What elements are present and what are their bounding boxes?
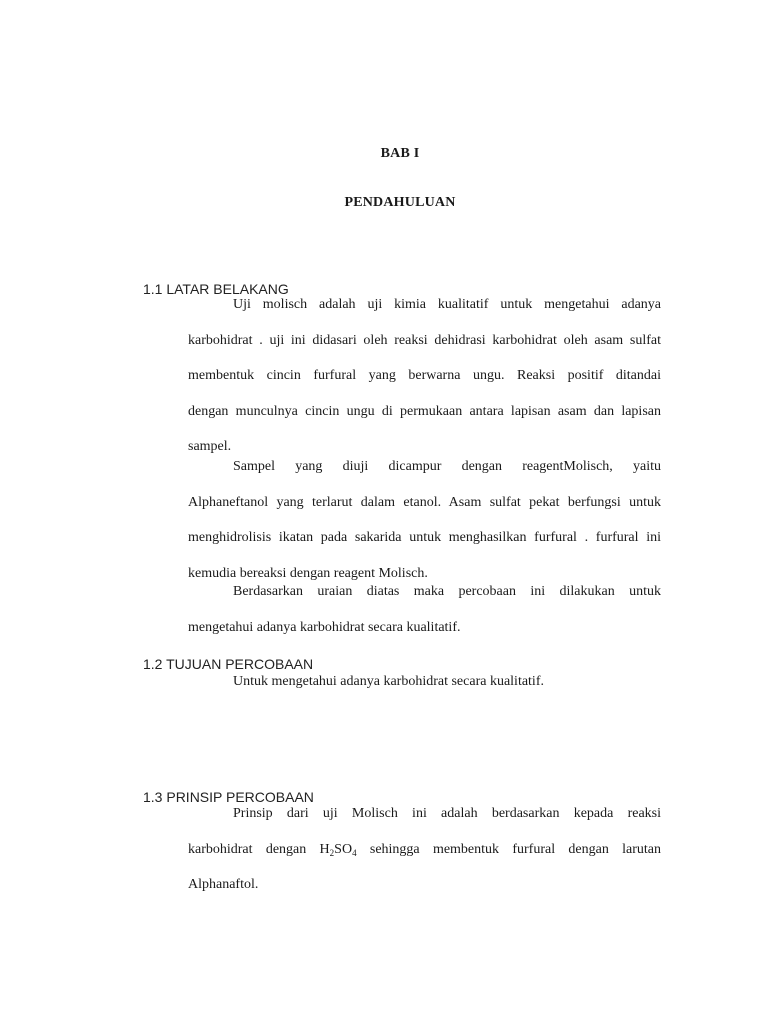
paragraph-line: kemudia bereaksi dengan reagent Molisch. (188, 565, 428, 581)
paragraph-latar-belakang-2 (188, 449, 661, 591)
formula-subscript: 2 (329, 847, 335, 858)
formula-text: sehingga membentuk furfural dengan larutan (356, 841, 661, 857)
section-heading-latar-belakang: 1.1 LATAR BELAKANG (143, 281, 289, 297)
paragraph-line-formula (188, 832, 661, 868)
section-heading-tujuan-percobaan: 1.2 TUJUAN PERCOBAAN (143, 656, 314, 672)
paragraph-line: Uji molisch adalah uji kimia kualitatif untuk mengetahui adanya (233, 297, 661, 312)
paragraph-line: Sampel yang diuji dicampur dengan reagentMolisch, yaitu (233, 459, 661, 474)
paragraph-latar-belakang-3 (188, 574, 661, 645)
chapter-number: BAB I (380, 146, 420, 161)
paragraph-prinsip-percobaan (188, 796, 661, 903)
paragraph-line: mengetahui adanya karbohidrat secara kualitatif. (188, 619, 461, 635)
paragraph-line: Prinsip dari uji Molisch ini adalah berdasarkan kepada reaksi (233, 806, 661, 821)
formula-text: SO (334, 841, 353, 857)
paragraph-line: karbohidrat . uji ini didasari oleh reaksi dehidrasi karbohidrat oleh asam sulfat (188, 332, 661, 348)
formula-text: karbohidrat dengan H (188, 841, 330, 857)
paragraph-line: membentuk cincin furfural yang berwarna ungu. Reaksi positif ditandai (188, 368, 661, 384)
formula-subscript: 4 (352, 847, 357, 858)
paragraph-tujuan-percobaan (188, 664, 661, 700)
paragraph-latar-belakang-1 (188, 287, 661, 464)
chapter-title: PENDAHULUAN (344, 195, 456, 210)
paragraph-line: Alphaneftanol yang terlarut dalam etanol. Asam sulfat pekat berfungsi untuk (188, 494, 661, 510)
paragraph-line: dengan munculnya cincin ungu di permukaan antara lapisan asam dan lapisan (188, 403, 661, 419)
paragraph-line: Alphanaftol. (188, 877, 259, 893)
paragraph-line: Untuk mengetahui adanya karbohidrat secara kualitatif. (233, 674, 544, 689)
paragraph-line: Berdasarkan uraian diatas maka percobaan ini dilakukan untuk (233, 584, 661, 599)
paragraph-line: menghidrolisis ikatan pada sakarida untuk menghasilkan furfural . furfural ini (188, 530, 661, 546)
paragraph-line: sampel. (188, 439, 232, 455)
section-heading-prinsip-percobaan: 1.3 PRINSIP PERCOBAAN (143, 789, 314, 805)
